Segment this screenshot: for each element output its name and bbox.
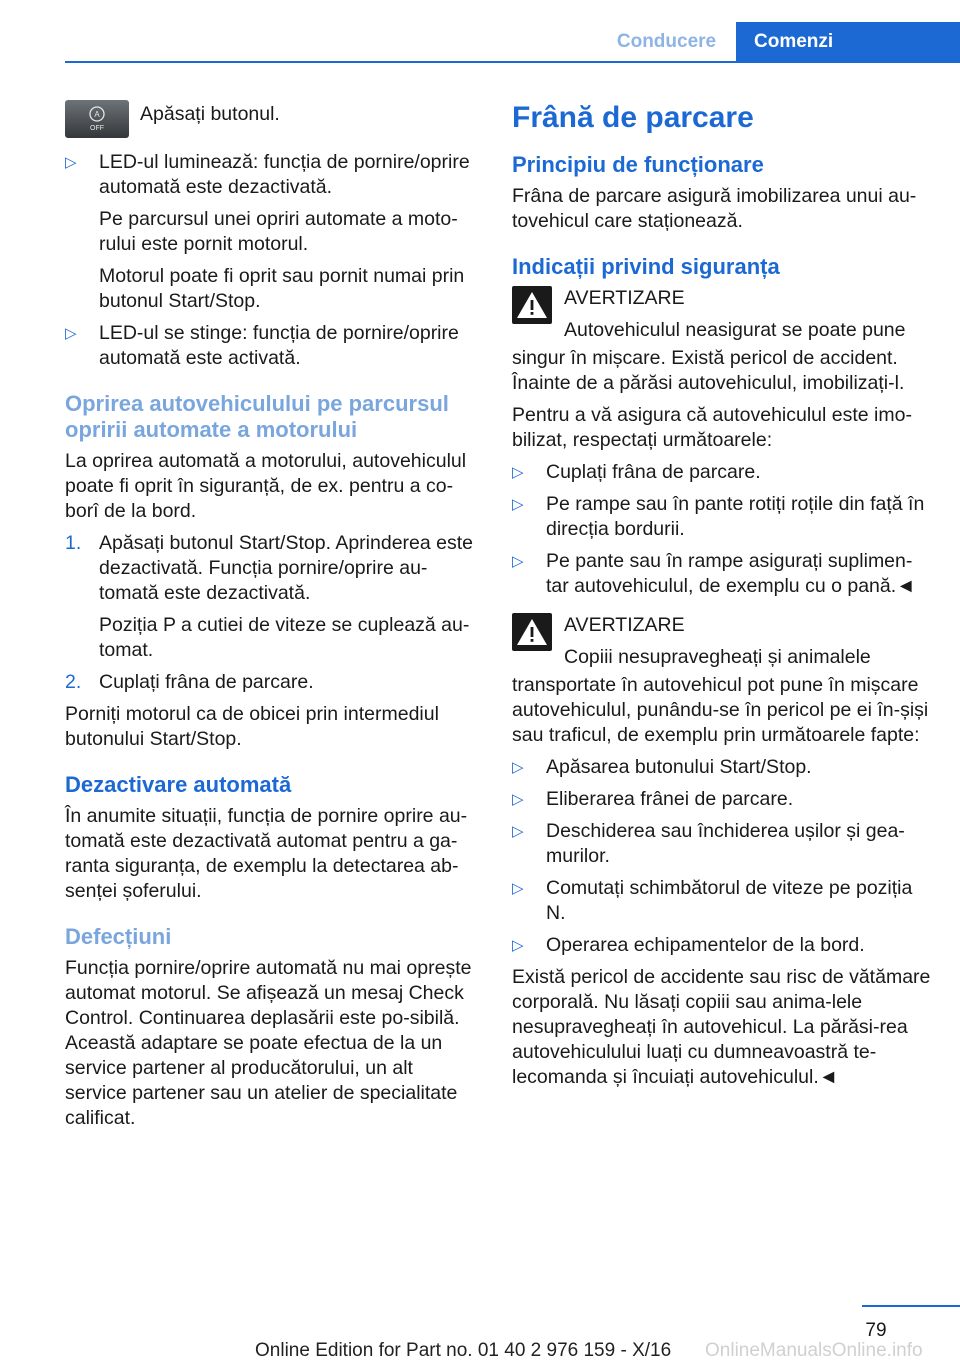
auto-start-stop-button-icon	[65, 100, 129, 138]
page-number: 79	[865, 1320, 887, 1341]
triangle-bullet-icon: ▷	[512, 791, 524, 808]
section-heading: Dezactivare automată	[65, 772, 292, 797]
tab-comenzi[interactable]: Comenzi	[736, 22, 960, 61]
step-number: 2.	[65, 671, 82, 693]
triangle-bullet-icon: ▷	[512, 823, 524, 840]
section-heading: Oprirea autovehiculului pe parcursul opririi automate a motorului	[65, 391, 449, 442]
list-item	[65, 150, 480, 314]
list-item	[512, 876, 932, 926]
paragraph: În anumite situații, funcția de pornire oprire au‐tomată este dezactivată automat pentru a ga‐ranta siguranța, de exemplu la detectarea ab‐senței șoferului.	[65, 805, 468, 902]
list-item-text: LED-ul se stinge: funcția de pornire/oprire automată este activată.	[99, 322, 459, 369]
step-text: Cuplați frâna de parcare.	[99, 671, 314, 693]
paragraph: Pentru a vă asigura că autovehiculul este imo‐bilizat, respectați următoarele:	[512, 404, 912, 451]
warning-label: AVERTIZARE	[564, 614, 685, 636]
right-column	[512, 100, 932, 1097]
list-item	[65, 321, 480, 371]
list-item-text: LED-ul luminează: funcția de pornire/oprire automată este dezactivată.	[99, 151, 470, 198]
triangle-bullet-icon: ▷	[512, 937, 524, 954]
list-item-subtext: Pe parcursul unei opriri automate a moto‐rului este pornit motorul.	[99, 208, 458, 255]
paragraph: Funcția pornire/oprire automată nu mai oprește automat motorul. Se afișează un mesaj Check Control. Continuarea deplasării este po‐sibilă. Această adaptare se poate efectua de la un service partener al producătorului, un alt service partener sau un atelier de specialitate calificat.	[65, 957, 472, 1129]
section-heading: Principiu de funcționare	[512, 152, 764, 177]
warning-text-first: Copiii nesupravegheați și animalele	[564, 646, 871, 668]
step-text: Apăsați butonul Start/Stop. Aprinderea este dezactivată. Funcția pornire/oprire au‐tomată este dezactivată.	[99, 532, 473, 604]
list-item	[65, 670, 480, 695]
triangle-bullet-icon: ▷	[65, 154, 77, 171]
paragraph: Porniți motorul ca de obicei prin intermediul butonului Start/Stop.	[65, 703, 439, 750]
paragraph: Există pericol de accidente sau risc de vătămare corporală. Nu lăsați copiii sau anima‐lele nesupravegheați în autovehicul. La părăsi‐rea autovehiculului luați cu dumneavoastră te‐lecomanda și încuiați autovehiculul.◄	[512, 966, 931, 1088]
section-heading: Indicații privind siguranța	[512, 254, 780, 279]
list-item	[512, 819, 932, 869]
triangle-bullet-icon: ▷	[512, 464, 524, 481]
list-item-subtext: Motorul poate fi oprit sau pornit numai prin butonul Start/Stop.	[99, 265, 465, 312]
list-item-text: Pe pante sau în rampe asigurați suplimen‐tar autovehiculul, de exemplu cu o pană.◄	[546, 550, 916, 597]
warning-text-first: Autovehiculul neasigurat se poate pune	[564, 319, 906, 341]
step-subtext: Poziția P a cutiei de viteze se cuplează au‐tomat.	[99, 614, 470, 661]
section-heading: Defecțiuni	[65, 924, 172, 949]
step-number: 1.	[65, 532, 82, 554]
list-item-text: Operarea echipamentelor de la bord.	[546, 934, 865, 956]
list-item-text: Cuplați frâna de parcare.	[546, 461, 761, 483]
list-item	[65, 531, 480, 663]
intro-text: Apăsați butonul.	[140, 103, 280, 125]
warning-label: AVERTIZARE	[564, 287, 685, 309]
list-item	[512, 755, 932, 780]
warning-icon	[512, 613, 552, 651]
list-item-text: Eliberarea frânei de parcare.	[546, 788, 794, 810]
warning-text: singur în mișcare. Există pericol de accident. Înainte de a părăsi autovehiculul, imobilizați-l.	[512, 347, 905, 394]
warning-icon	[512, 286, 552, 324]
list-item	[512, 492, 932, 542]
paragraph: Frâna de parcare asigură imobilizarea unui au‐tovehicul care staționează.	[512, 185, 917, 232]
triangle-bullet-icon: ▷	[512, 759, 524, 776]
warning-text: transportate în autovehicul pot pune în mișcare autovehiculul, punându-se în pericol pe ei în‐șiși sau traficul, de exemplu prin următoarele fapte:	[512, 674, 929, 746]
intro-row	[65, 100, 480, 150]
triangle-bullet-icon: ▷	[512, 553, 524, 570]
list-item-text: Deschiderea sau închiderea ușilor și gea‐murilor.	[546, 820, 905, 867]
list-item	[512, 787, 932, 812]
tab-conducere[interactable]: Conducere	[597, 22, 736, 61]
list-item-text: Pe rampe sau în pante rotiți roțile din față în direcția bordurii.	[546, 493, 925, 540]
left-column	[65, 100, 480, 1138]
list-item-text: Comutați schimbătorul de viteze pe poziția N.	[546, 877, 913, 924]
paragraph: La oprirea automată a motorului, autovehiculul poate fi oprit în siguranță, de ex. pentru a co‐borî de la bord.	[65, 450, 467, 522]
list-item	[512, 933, 932, 958]
triangle-bullet-icon: ▷	[65, 325, 77, 342]
warning-box	[512, 613, 932, 673]
triangle-bullet-icon: ▷	[512, 880, 524, 897]
header-rule	[65, 61, 960, 63]
edition-text: Online Edition for Part no. 01 40 2 976 159 - X/16	[255, 1340, 672, 1361]
svg-text:OFF: OFF	[90, 125, 104, 132]
watermark-logo: OnlineManualsOnline.info	[705, 1340, 923, 1361]
list-item	[512, 460, 932, 485]
footer-rule	[862, 1305, 960, 1307]
page-title: Frână de parcare	[512, 101, 754, 134]
list-item-text: Apăsarea butonului Start/Stop.	[546, 756, 812, 778]
warning-box	[512, 286, 932, 346]
triangle-bullet-icon: ▷	[512, 496, 524, 513]
svg-text:A: A	[94, 110, 100, 119]
list-item	[512, 549, 932, 599]
